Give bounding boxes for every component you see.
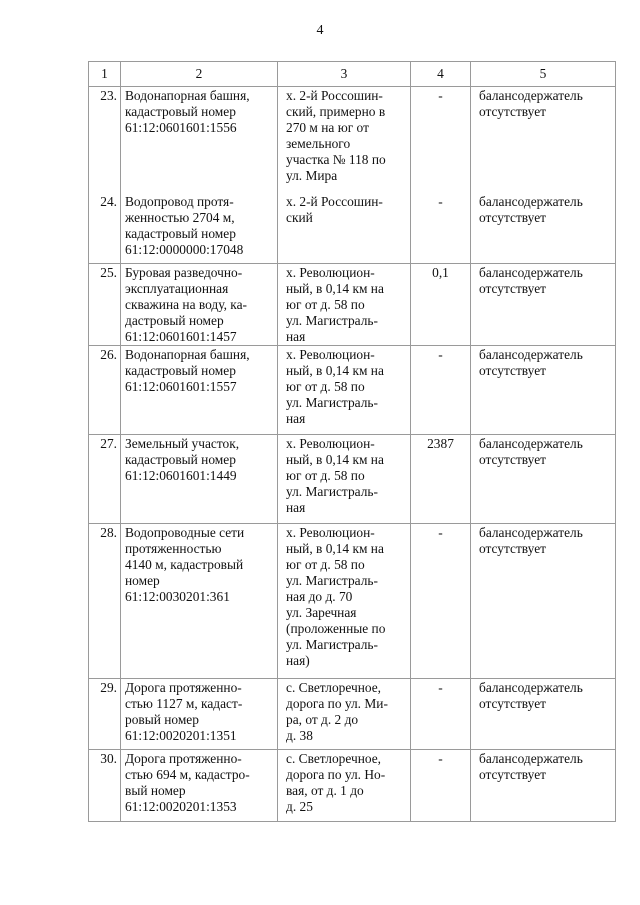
balance-holder [471, 750, 616, 822]
object-address-line: юг от д. 58 по [286, 557, 365, 572]
object-name-line: Водопровод протя- [125, 193, 234, 209]
object-address-line: ная [286, 500, 306, 515]
row-number: 27. [89, 435, 121, 524]
balance-holder-line: балансодержатель [479, 436, 583, 451]
object-name-line: 61:12:0601601:1449 [125, 468, 237, 483]
object-address-line: юг от д. 58 по [286, 468, 365, 483]
balance-holder [471, 435, 616, 524]
balance-holder [471, 193, 616, 264]
object-address-line: ный, в 0,14 км на [286, 363, 384, 378]
balance-holder-line: отсутствует [479, 363, 546, 378]
balance-holder [471, 264, 616, 346]
balance-holder [471, 87, 616, 193]
object-address [278, 346, 411, 435]
row-number: 29. [89, 679, 121, 750]
balance-holder-line: балансодержатель [479, 525, 583, 540]
object-name-line: 61:12:0601601:1457 [125, 329, 237, 344]
object-name-line: кадастровый номер [125, 104, 236, 119]
object-name-line: 61:12:0601601:1556 [125, 120, 237, 135]
balance-holder-line: балансодержатель [479, 751, 583, 766]
balance-holder-line: отсутствует [479, 696, 546, 711]
balance-holder [471, 679, 616, 750]
object-name-line: Водонапорная башня, [125, 347, 250, 362]
object-area: - [411, 750, 471, 822]
column-header-1: 1 [89, 62, 121, 87]
balance-holder-line: балансодержатель [479, 680, 583, 695]
object-name-line: стью 1127 м, кадаст- [125, 696, 243, 711]
object-name-line: дастровый номер [125, 313, 224, 328]
object-name-line: 61:12:0000000:17048 [125, 241, 244, 257]
object-address [278, 264, 411, 346]
balance-holder-line: балансодержатель [479, 88, 583, 103]
object-name-line: 4140 м, кадастровый [125, 557, 244, 572]
object-address-line: ул. Магистраль- [286, 313, 378, 328]
balance-holder-line: отсутствует [479, 767, 546, 782]
balance-holder-line: отсутствует [479, 281, 546, 296]
object-area: - [411, 193, 471, 264]
property-table [88, 61, 616, 822]
object-address-line: ная [286, 329, 306, 344]
object-name-line: 61:12:0030201:361 [125, 589, 230, 604]
object-name-line: Дорога протяженно- [125, 680, 242, 695]
object-area: - [411, 679, 471, 750]
object-name-line: женностью 2704 м, [125, 209, 235, 225]
object-address-line: ный, в 0,14 км на [286, 281, 384, 296]
object-address-line: х. Революцион- [286, 265, 375, 280]
balance-holder [471, 346, 616, 435]
object-address-line: ул. Магистраль- [286, 637, 378, 652]
balance-holder-line: отсутствует [479, 104, 546, 119]
object-address-line: ул. Магистраль- [286, 395, 378, 410]
object-area: - [411, 346, 471, 435]
page-number: 4 [316, 23, 324, 38]
table-row [89, 193, 616, 264]
object-name-line: эксплуатационная [125, 281, 229, 296]
row-number: 30. [89, 750, 121, 822]
object-address-line: земельного [286, 136, 351, 151]
object-area: 0,1 [411, 264, 471, 346]
balance-holder-line: балансодержатель [479, 347, 583, 362]
object-name-line: Дорога протяженно- [125, 751, 242, 766]
row-number: 25. [89, 264, 121, 346]
column-header-3: 3 [278, 62, 411, 87]
object-name-line: скважина на воду, ка- [125, 297, 247, 312]
object-area: - [411, 87, 471, 193]
object-address-line: ный, в 0,14 км на [286, 541, 384, 556]
object-name [121, 435, 278, 524]
row-number: 26. [89, 346, 121, 435]
object-address-line: юг от д. 58 по [286, 297, 365, 312]
table-row [89, 346, 616, 435]
object-name [121, 264, 278, 346]
object-name-line: 61:12:0020201:1353 [125, 799, 237, 814]
object-address [278, 750, 411, 822]
balance-holder-line: отсутствует [479, 209, 546, 225]
object-address-line: д. 38 [286, 728, 313, 743]
object-address [278, 524, 411, 679]
object-address-line: х. Революцион- [286, 347, 375, 362]
table-row [89, 264, 616, 346]
object-name-line: кадастровый номер [125, 363, 236, 378]
balance-holder [471, 524, 616, 679]
object-address-line: ский, примерно в [286, 104, 386, 119]
object-name-line: номер [125, 573, 160, 588]
column-header-5: 5 [471, 62, 616, 87]
column-header-row [89, 62, 616, 87]
object-address-line: дорога по ул. Ми- [286, 696, 388, 711]
object-name [121, 193, 278, 264]
object-address-line: ул. Магистраль- [286, 484, 378, 499]
object-address-line: участка № 118 по [286, 152, 386, 167]
object-address-line: ул. Магистраль- [286, 573, 378, 588]
row-number: 23. [89, 87, 121, 193]
balance-holder-line: отсутствует [479, 452, 546, 467]
table-row [89, 750, 616, 822]
object-name-line: 61:12:0601601:1557 [125, 379, 237, 394]
row-number: 24. [89, 193, 121, 264]
object-address-line: дорога по ул. Но- [286, 767, 386, 782]
object-name [121, 346, 278, 435]
table-row [89, 524, 616, 679]
object-address-line: х. 2-й Россошин- [286, 193, 383, 209]
balance-holder-line: отсутствует [479, 541, 546, 556]
object-address-line: ул. Заречная [286, 605, 357, 620]
object-address-line: с. Светлоречное, [286, 751, 382, 766]
object-address-line: ная) [286, 653, 310, 668]
object-address-line: ул. Мира [286, 168, 338, 183]
object-name [121, 750, 278, 822]
object-address-line: х. 2-й Россошин- [286, 88, 383, 103]
column-header-4: 4 [411, 62, 471, 87]
balance-holder-line: балансодержатель [479, 193, 583, 209]
object-address-line: с. Светлоречное, [286, 680, 382, 695]
balance-holder-line: балансодержатель [479, 265, 583, 280]
table-row [89, 435, 616, 524]
row-number: 28. [89, 524, 121, 679]
object-address [278, 435, 411, 524]
object-name-line: Буровая разведочно- [125, 265, 243, 280]
object-address-line: ная до д. 70 [286, 589, 353, 604]
table-row [89, 679, 616, 750]
object-name [121, 524, 278, 679]
object-name-line: Земельный участок, [125, 436, 240, 451]
table-row [89, 87, 616, 193]
column-header-2: 2 [121, 62, 278, 87]
object-address-line: ский [286, 209, 313, 225]
object-name-line: кадастровый номер [125, 452, 236, 467]
object-address-line: юг от д. 58 по [286, 379, 365, 394]
object-name-line: Водонапорная башня, [125, 88, 250, 103]
object-name-line: протяженностью [125, 541, 222, 556]
object-address-line: вая, от д. 1 до [286, 783, 364, 798]
object-address-line: х. Революцион- [286, 525, 375, 540]
object-address [278, 87, 411, 193]
object-name-line: Водопроводные сети [125, 525, 245, 540]
object-address-line: ная [286, 411, 306, 426]
object-area: - [411, 524, 471, 679]
object-address [278, 193, 411, 264]
object-address-line: х. Революцион- [286, 436, 375, 451]
object-address-line: ра, от д. 2 до [286, 712, 359, 727]
object-address [278, 679, 411, 750]
object-address-line: 270 м на юг от [286, 120, 369, 135]
object-area: 2387 [411, 435, 471, 524]
object-name [121, 679, 278, 750]
object-address-line: (проложенные по [286, 621, 386, 636]
object-name-line: кадастровый номер [125, 225, 236, 241]
object-name [121, 87, 278, 193]
object-name-line: вый номер [125, 783, 186, 798]
object-name-line: стью 694 м, кадастро- [125, 767, 250, 782]
object-name-line: ровый номер [125, 712, 199, 727]
object-name-line: 61:12:0020201:1351 [125, 728, 237, 743]
object-address-line: д. 25 [286, 799, 313, 814]
object-address-line: ный, в 0,14 км на [286, 452, 384, 467]
